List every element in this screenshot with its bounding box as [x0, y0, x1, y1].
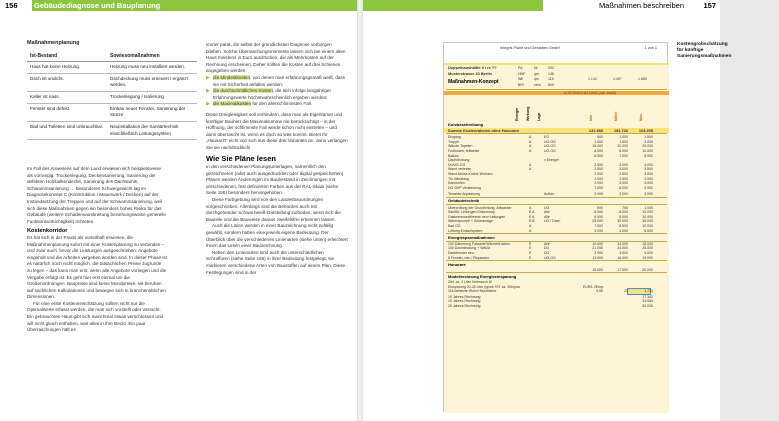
estimate-cell: A: [529, 162, 532, 167]
estimate-cell: 6.000: [594, 214, 603, 219]
left-page-number: 156: [0, 0, 32, 11]
estimate-cell: A: [529, 144, 532, 149]
estimate-cell: Gebäudetechnik: [448, 198, 480, 203]
highlighted-term: die Maximalkosten: [213, 101, 252, 107]
area-row: [448, 77, 663, 81]
left-page: [0, 0, 357, 421]
table-row: [27, 62, 197, 74]
estimate-cell: 17.500: [617, 267, 628, 272]
estimate-cell: 25.000: [642, 144, 653, 149]
sheet-rule: [446, 260, 667, 261]
estimate-cell: 35.000: [642, 219, 653, 224]
sheet-rule: [446, 89, 667, 90]
estimate-cell: 21.000: [592, 246, 603, 251]
estimate-cell: 52.026: [642, 304, 653, 308]
sheet-rule: [446, 204, 667, 205]
estimate-cell: 6.000: [594, 149, 603, 153]
paragraph: Auch die Linien werden in einer Bauzeichnung nicht zufällig gewählt, sondern haben eine jeweils eigene Bedeutung. Der Überblick über die verschiedenen Linienarten (siehe unten) erleichtert Ihnen das Lesen einer Bauzeichnung.: [206, 223, 348, 249]
area-row: [448, 83, 663, 87]
estimate-cell: EG: [544, 135, 550, 140]
estimate-cell: 1.500: [619, 139, 628, 144]
estimate-cell: 10.000: [642, 149, 653, 153]
measures-table: [27, 39, 197, 140]
bullet-item: [206, 101, 348, 108]
estimate-cell: qm: [534, 71, 539, 76]
table-cell: Bad und Toiletten sind unbrauchbar.: [30, 123, 104, 129]
table-header: [27, 51, 197, 62]
estimate-cell: 3.500: [644, 167, 653, 172]
table-cell: Haus hat keine Heizung.: [30, 64, 81, 69]
estimate-cell: 8.000: [644, 153, 653, 158]
estimate-cell: 1.000: [594, 176, 603, 181]
estimate-row: [448, 186, 663, 190]
area-row: [448, 66, 663, 70]
table-cell: Neuinstallation der Sanitärtechnik einschließlich Leitungssystem: [110, 123, 179, 136]
estimate-cell: 10.000: [642, 224, 653, 228]
estimate-cell: 2.000: [594, 162, 603, 167]
estimate-cell: 1.734: [644, 289, 653, 294]
estimate-cell: 115: [548, 77, 554, 81]
estimate-cell: E: [529, 255, 532, 260]
estimate-cell: Wärmepumpe + Solaranlage: [448, 219, 493, 224]
estimate-cell: x Energie: [544, 158, 559, 163]
area-row: [448, 72, 663, 76]
estimate-cell: 4.000: [644, 192, 653, 197]
estimate-cell: 8.000: [619, 149, 628, 153]
estimate-cell: Balkon: [448, 153, 459, 158]
highlighted-term: die durchschnittlichen Kosten: [213, 88, 273, 94]
estimate-cell: 3.000: [619, 181, 628, 186]
estimate-cell: 8.000: [619, 214, 628, 219]
table-cell: Dachdeckung muss erneuert / ergänzt werden.: [110, 75, 188, 88]
estimate-cell: Dachfenster neu: [448, 251, 474, 255]
estimate-cell: 6.000: [594, 210, 603, 215]
text-column-a: [27, 166, 167, 334]
estimate-cell: A: [529, 167, 532, 172]
estimate-cell: Wand verlesen: [448, 167, 472, 172]
estimate-cell: 1.500: [644, 135, 653, 140]
sheet-rule: [446, 197, 667, 198]
estimate-cell: 15.000: [592, 144, 603, 149]
estimate-cell: DG: [544, 251, 550, 255]
estimate-cell: Kaminöfen: [448, 181, 465, 186]
estimate-cell: cbm: [534, 82, 541, 87]
left-header-title: Gebäudediagnose und Bauplanung: [34, 1, 161, 10]
estimate-cell: 8 Fenster, neu / Reparatur: [448, 255, 489, 260]
estimate-cell: 2.000: [594, 172, 603, 176]
estimate-cell: 131.980: [588, 127, 603, 133]
estimate-cell: 116 beheizte Wohn+Nutzfläche: [448, 289, 497, 294]
estimate-cell: E: [529, 246, 532, 251]
section-heading: Wie Sie Pläne lesen: [206, 153, 276, 163]
estimate-cell: Nr.: [534, 66, 539, 70]
estimate-cell: E: [529, 241, 532, 246]
sheet-rule: [446, 133, 667, 134]
cost-band-label: KOSTENSCHÄTZUNG (inkl. MwSt): [564, 91, 617, 95]
estimate-cell: 3.000: [594, 228, 603, 233]
estimate-cell: 9.000: [644, 185, 653, 190]
estimate-cell: 19.000: [642, 255, 653, 260]
estimate-cell: 100 Dämmung Fassade/Wärmebrücken: [448, 241, 511, 246]
triangle-bullet-icon: ▶: [206, 88, 210, 95]
project-street: Musterstrasse 20 Berlin: [448, 71, 492, 76]
bullet-item: [206, 75, 348, 88]
estimate-cell: 600: [548, 82, 554, 87]
estimate-cell: Kurzbeschreibung: [448, 122, 484, 127]
estimate-cell: 2.500: [619, 172, 628, 176]
estimate-cell: 20.000: [642, 267, 653, 272]
triangle-bullet-icon: ▶: [206, 101, 210, 108]
estimate-cell: E A: [529, 214, 535, 219]
estimate-cell: 34.684: [642, 299, 653, 304]
column-header: Wirkung: [526, 106, 530, 121]
estimate-cell: E A: [529, 210, 535, 215]
estimate-cell: 15.000: [592, 267, 603, 272]
estimate-cell: 10.000: [592, 241, 603, 246]
table-cell: Fenster sind defekt.: [30, 105, 71, 111]
column-header: Lage: [537, 112, 541, 121]
estimate-cell: A: [529, 205, 532, 210]
table-cell: Keller ist nass.: [30, 93, 60, 99]
sheet-title: Maßnahmen-Konzept: [448, 79, 499, 85]
sheet-topline: [444, 43, 667, 53]
column-header: Energie: [515, 107, 519, 121]
paragraph: Für eine erste Kosteneinschätzung sollten nicht nur die Optimalwerte erfasst werden, die man sich vorstellt oder wünscht. Ein gebrauchtes Haus gibt sich manchmal etwas verschlossen und will nicht gleich enthüllen, was alles in ihm steckt. Ein paar Überraschungen hält es: [27, 300, 164, 333]
estimate-cell: 17.342: [642, 294, 653, 299]
estimate-cell: 25.000: [592, 219, 603, 224]
estimate-cell: 3.000: [644, 172, 653, 176]
estimate-cell: EUR/L l/Emp.: [583, 284, 605, 289]
right-header-title: Maßnahmen beschreiben: [598, 1, 684, 10]
estimate-cell: 10 Jahres-Rechnung: [448, 294, 481, 299]
bullet-text: die Mindestkosten, von denen man erfahrungsgemäß weiß, dass sie mit Sicherheit anfallen werden;: [213, 74, 346, 87]
estimate-cell: Eingang: [448, 135, 461, 140]
estimate-cell: 2.000: [594, 181, 603, 186]
estimate-cell: 750: [622, 205, 628, 210]
sheet-rule: [446, 233, 667, 234]
estimate-cell: Terrasse Anpassung: [448, 192, 480, 197]
project-name: Doppelhaushälfte 0 / re ??: [448, 65, 497, 70]
estimate-cell: Treppe: [448, 139, 459, 144]
estimate-cell: Wfl: [518, 77, 524, 81]
table-cell: Heizung muss neu installiert werden.: [110, 64, 186, 69]
estimate-cell: 15 Jahres-Rechnung: [448, 299, 481, 304]
estimate-cell: 500: [597, 205, 603, 210]
estimate-cell: Lüftung Einlaufsystem: [448, 228, 483, 233]
estimate-cell: A: [529, 228, 532, 233]
estimate-row: [448, 304, 663, 308]
estimate-cell: Prj.: [518, 66, 524, 70]
estimate-cell: 4.000: [619, 228, 628, 233]
section-heading: Kostenkorridor: [27, 228, 68, 235]
sheet-page: 1 von 1: [644, 46, 657, 50]
estimate-cell: Bad OG: [448, 224, 461, 228]
estimate-cell: 3.000: [619, 251, 628, 255]
text-column-b: [206, 42, 348, 276]
estimate-cell: 24.000: [617, 246, 628, 251]
estimate-cell: Außen: [544, 192, 555, 197]
estimate-cell: 8.500: [619, 224, 628, 228]
estimate-cell: Du/WC EG: [448, 162, 466, 167]
paragraph: immer parat, die selbst der gründlichsten Diagnose verborgen blieben. Solche Überraschungsmomente lassen sich bei einem alten Haus meistens in Euro ausdrücken, die als Mehrkosten auf der Rechnung erscheinen. Daher sollten die Kosten auf drei Schienen angegeben werden:: [206, 42, 346, 74]
estimate-cell: Alle: [544, 210, 550, 215]
table-cell: Einbau neuer Fenster, Sanierung der Stürze: [110, 105, 186, 118]
estimate-cell: A: [529, 139, 532, 144]
estimate-cell: 20 Jahres-Rechnung: [448, 304, 481, 308]
right-header-bar: [363, 0, 720, 11]
table-row: [27, 122, 197, 140]
bullet-text: die Maximalkosten für den allerschlimmsten Fall.: [213, 101, 313, 107]
estimate-cell: HNF: [518, 71, 526, 76]
table-row: [27, 92, 197, 104]
estimate-cell: 8.000: [619, 185, 628, 190]
estimate-cell: UG-OG: [544, 149, 556, 153]
estimate-cell: 1.407: [613, 77, 622, 81]
estimate-cell: 3.000: [619, 192, 628, 197]
paragraph: Diese Farbgebung wird von den Landesbauordnungen vorgeschrieben. Allerdings sind die Behörden auch mit durchgehender Schwarzweiß-Darstellung zufrieden, wenn sich die Bauteile und die Bauweise daraus zweifelsfrei erkennen lassen.: [206, 197, 341, 222]
sheet-rule: [446, 272, 667, 273]
estimate-cell: UG-OG: [544, 144, 556, 149]
estimate-cell: Einsparung 20-25 Liter (qm/a: IST ca. 30l/qma: [448, 284, 520, 289]
estimate-cell: 2.000: [594, 192, 603, 197]
estimate-cell: 2.000: [594, 251, 603, 255]
estimate-cell: 103.295: [638, 127, 653, 133]
estimate-cell: qm: [534, 77, 539, 81]
side-note: Kostengrobschätzung für künftige Sanierungsmaßnahmen: [677, 42, 732, 60]
bullet-item: [206, 88, 348, 101]
estimate-cell: Dachdeckung: [448, 158, 470, 163]
estimate-cell: 6.000: [594, 153, 603, 158]
estimate-cell: Wände Tapeten: [448, 144, 473, 149]
estimate-cell: 23: [624, 289, 628, 294]
estimate-cell: DG GKP Verkleidung: [448, 185, 481, 190]
estimate-cell: UG-OG: [544, 139, 556, 144]
estimate-cell: UG: [544, 205, 550, 210]
estimate-cell: 1.000: [594, 139, 603, 144]
estimate-cell: Honorare: [448, 262, 466, 268]
estimate-cell: 0,55: [596, 289, 603, 294]
estimate-cell: A: [529, 135, 532, 140]
estimate-cell: E: [529, 251, 532, 255]
table-row: [27, 104, 197, 122]
estimate-cell: 181.726: [613, 127, 628, 133]
estimate-cell: 3.000: [619, 162, 628, 167]
estimate-cell: 14.000: [617, 241, 628, 246]
estimate-cell: 1.000: [644, 205, 653, 210]
column-header: Max: [639, 114, 643, 121]
estimate-cell: Gasbrennwerttherme neu+Leitungen: [448, 214, 506, 219]
estimate-cell: A: [529, 149, 532, 153]
estimate-cell: 20.000: [617, 144, 628, 149]
estimate-cell: Überprüfung der Grundleitung, Abwasser: [448, 205, 512, 210]
paragraph: Es hat sich in der Praxis als vorteilhaft erwiesen, die Maßnahmenplanung sofort mit einer Kostenplanung zu verbinden – und zwar auch, bevor die Leistungen ausgeschrieben, Angebote eingeholt und die Arbeiten vergeben worden sind. In dieser Phase ist es natürlich noch nicht möglich, die tatsächlichen Preise zugrunde zu legen – das kann man erst, wenn alle Angebote vorliegen und die Vergabe erfolgt ist. Es geht hier erst einmal um die Größenordnungen. Baupreise sind keine Mondpreise, sie beruhen auf sachlichen Kalkulationen und bewegen sich in branchenüblichen Dimensionen.: [27, 234, 167, 300]
triangle-bullet-icon: ▶: [206, 74, 210, 81]
table-cell: Dach ist undicht.: [30, 75, 64, 81]
table-row: [27, 74, 197, 92]
estimate-cell: 16.000: [617, 255, 628, 260]
cost-estimate-sheet: [443, 42, 668, 412]
estimate-cell: UG-OG: [544, 255, 556, 260]
estimate-cell: Modellrechnung Energieeinsparung: [448, 274, 517, 280]
estimate-cell: Alle: [544, 241, 550, 246]
table-caption: Maßnahmenplanung: [27, 40, 80, 46]
paragraph: Neben den Linienarten sind auch die unterschiedlichen Schraffuren (siehe Seite 158) in ihrer Bedeutung festgelegt; sie markieren verschiedene Arten von Baustoffen auf einem Plan. Diese Festlegungen sind in der: [206, 249, 346, 275]
left-header-bar: [0, 0, 357, 11]
estimate-cell: Sanitär: Leitungen+Dämmung: [448, 210, 495, 215]
paragraph: Diese Dreigleisigkeit soll verhindern, dass man als Eigentümer und künftiger Bauherr die Maximalsumme nie berücksichtigt – in der Hoffnung, der schlimmste Fall werde schon nicht eintreten – und dann überrascht ist, wenn es doch so weit kommt. Bietet Ihr „Hausarzt“ nicht von sich aus diese drei Varianten an, dann verlangen Sie sie nachdrücklich!: [206, 111, 348, 150]
estimate-cell: 1.000: [619, 135, 628, 140]
estimate-cell: 145: [548, 71, 554, 76]
estimate-cell: Summe Kostenrahmen ohne Honorare: [448, 127, 520, 133]
paragraph: In den verschiedenen Planungsunterlagen, namentlich den gezeichneten (oder auch ausgedruckten oder digital gespeicherten) Plänen werden Änderungen im Baubestand in Zeichnungen mit verschiedenen, fest definierten Farben aus der RAL-Skala (siehe Seite 158) besonders hervorgehoben.: [206, 164, 344, 196]
estimate-cell: BRI: [518, 82, 524, 87]
estimate-cell: 30.000: [617, 219, 628, 224]
estimate-cell: Alle: [544, 214, 550, 219]
estimate-cell: 4.000: [644, 251, 653, 255]
estimate-cell: 2.000: [644, 139, 653, 144]
estimate-cell: UG / Dach: [544, 219, 561, 224]
estimate-cell: 4.000: [644, 181, 653, 186]
estimate-cell: 1.500: [619, 176, 628, 181]
estimate-cell: 28.000: [642, 246, 653, 251]
estimate-cell: 18.000: [642, 241, 653, 246]
estimate-cell: Fußboden, teilweise: [448, 149, 480, 153]
table-col-header: Sowiesomaßnahmen: [110, 53, 160, 59]
estimate-cell: 1.143: [588, 77, 597, 81]
estimate-cell: 13.000: [592, 255, 603, 260]
estimate-cell: 5.000: [644, 228, 653, 233]
estimate-cell: 10.000: [642, 214, 653, 219]
bullet-text: die durchschnittlichen Kosten, die sich infolge langjähriger Erfahrungswerte höchstwahrscheinlich ergeben werden;: [213, 88, 331, 100]
firm-name: Integris Plane und Gestalten GmbH: [500, 46, 560, 50]
estimate-cell: Ziel: ca. 2 Liter Verbrauch Ø: [448, 280, 492, 284]
right-page-number: 157: [703, 1, 716, 10]
estimate-cell: A: [529, 224, 532, 228]
estimate-cell: Wand Abriss Küche-Wohnen: [448, 172, 493, 176]
estimate-cell: DG: [544, 246, 550, 251]
column-header: Mittel: [614, 111, 618, 121]
estimate-cell: E B: [529, 219, 535, 224]
estimate-cell: Tür Windfang: [448, 176, 470, 181]
estimate-cell: 2.000: [644, 176, 653, 181]
column-header: Min: [589, 114, 593, 121]
estimate-cell: 1.683: [638, 77, 647, 81]
estimate-cell: Energiesparmaßnahmen: [448, 235, 495, 241]
estimate-cell: 100 Dachdeckung + WäDä: [448, 246, 490, 251]
table-col-header: Ist-Bestand: [30, 53, 58, 59]
estimate-cell: 7.000: [619, 153, 628, 158]
right-page: [363, 0, 732, 421]
estimate-cell: 7.000: [594, 185, 603, 190]
estimate-cell: 7.500: [594, 224, 603, 228]
estimate-cell: 10.000: [642, 210, 653, 215]
paragraph: Im Fall des Anwesens auf dem Land erwiesen sich beispielsweise als vorrangig: Trockenlegung, Deckensanierung, Sanierung der defekten Holzbalkendecke, Sanierung des Dachstuhls, Schwammsanierung … Besonderes Schwergewicht lag im Diagnosekonzept C (Konstruktion / Mauerwerk / Decken) auf der Instandsetzung der Treppen und auf der Schwammsanierung, weil sich diese Maßnahmen gegen ein besonders hohes Risiko für das Gebäude (weitere Schadensausbreitung beziehungsweise generelle Funktionsuntüchtigkeit) richteten.: [27, 166, 166, 224]
highlighted-term: die Mindestkosten: [213, 74, 251, 80]
estimate-cell: 002: [548, 66, 554, 70]
estimate-cell: 8.000: [619, 210, 628, 215]
table-cell: Trockenlegung / Isolierung: [110, 93, 164, 99]
estimate-cell: 4.000: [644, 162, 653, 167]
estimate-cell: 2.500: [594, 167, 603, 172]
estimate-cell: 500: [597, 135, 603, 140]
estimate-cell: 3.000: [619, 167, 628, 172]
estimate-row: [448, 289, 663, 293]
